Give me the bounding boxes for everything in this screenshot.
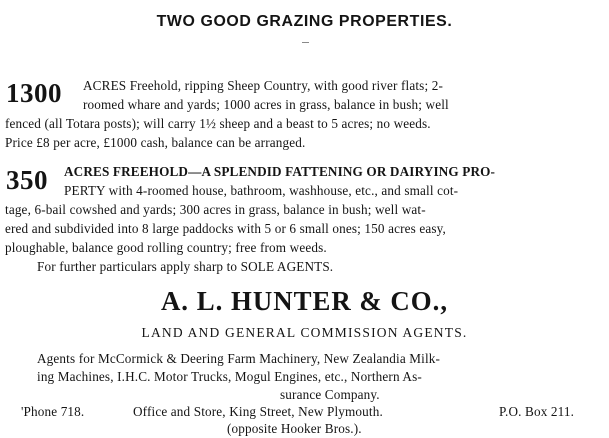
- agents-line-3: surance Company.: [280, 387, 380, 402]
- agents-line-1: Agents for McCormick & Deering Farm Machinery, New Zealandia Milk-: [37, 351, 441, 366]
- contact-office: Office and Store, King Street, New Plymouth.: [133, 404, 383, 419]
- listing-2-line-1: ACRES FREEHOLD—A SPLENDID FATTENING OR DAIRYING PRO-: [64, 164, 496, 179]
- further-particulars: For further particulars apply sharp to SOLE AGENTS.: [37, 259, 334, 274]
- listing-1-line-2: roomed whare and yards; 1000 acres in grass, balance in bush; well: [83, 97, 449, 112]
- listing-1-line-3: fenced (all Totara posts); will carry 1½ sheep and a beast to 5 acres; no weeds.: [5, 116, 431, 131]
- firm-subtitle: LAND AND GENERAL COMMISSION AGENTS.: [141, 325, 468, 340]
- listing-2-line-2: PERTY with 4-roomed house, bathroom, washhouse, etc., and small cot-: [64, 183, 459, 198]
- listing-2-line-4: ered and subdivided into 8 large paddocks with 5 or 6 small ones; 150 acres easy,: [5, 221, 447, 236]
- contact-opposite: (opposite Hooker Bros.).: [227, 421, 362, 436]
- listing-2-line-5: ploughable, balance good rolling country; free from weeds.: [5, 240, 327, 255]
- firm-name: A. L. HUNTER & CO.,: [160, 286, 449, 316]
- listing-1-line-4: Price £8 per acre, £1000 cash, balance can be arranged.: [5, 135, 306, 150]
- contact-phone: 'Phone 718.: [21, 404, 85, 419]
- listing-1-line-1: ACRES Freehold, ripping Sheep Country, with good river flats; 2-: [83, 78, 444, 93]
- print-mark: [302, 42, 309, 43]
- listing-2-acres: 350: [6, 165, 48, 195]
- listing-1-acres: 1300: [6, 78, 62, 108]
- listing-2-line-3: tage, 6-bail cowshed and yards; 300 acres in grass, balance in bush; well wat-: [5, 202, 426, 217]
- contact-pobox: P.O. Box 211.: [499, 404, 575, 419]
- ad-heading: TWO GOOD GRAZING PROPERTIES.: [156, 13, 453, 30]
- agents-line-2: ing Machines, I.H.C. Motor Trucks, Mogul Engines, etc., Northern As-: [37, 369, 422, 384]
